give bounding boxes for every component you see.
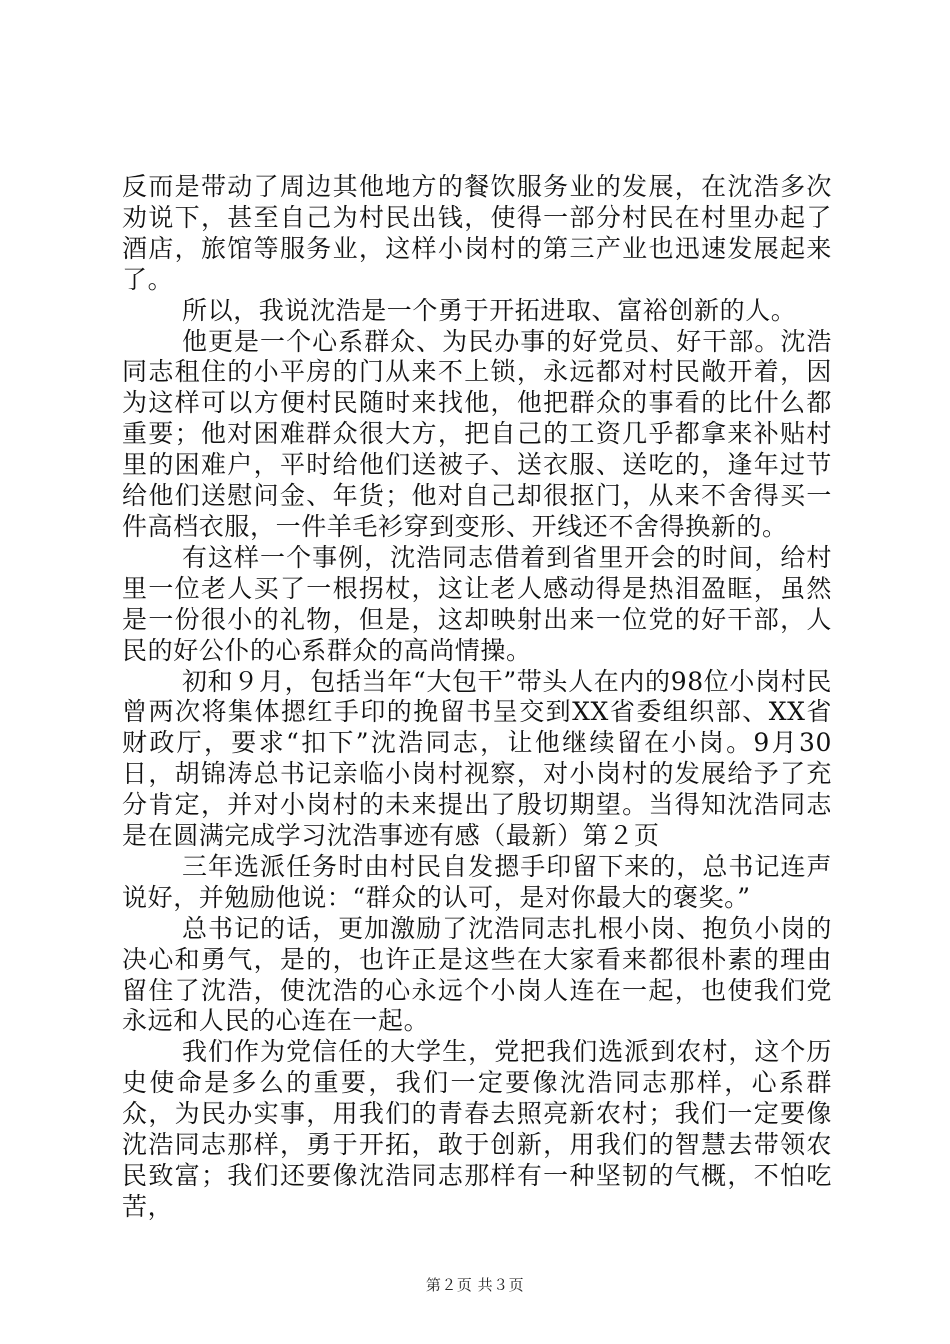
paragraph-8 — [122, 1037, 832, 1222]
paragraph-6 — [122, 852, 832, 914]
text-line: 有这样一个事例，沈浩同志借着到省里开会的时间，给村 — [182, 542, 832, 572]
text-line: 说好，并勉励他说：“群众的认可，是对你最大的褒奖。” — [122, 882, 751, 912]
text-line: 同志租住的小平房的门从来不上锁，永远都对村民敞开着，因 — [122, 357, 832, 387]
text-line: 决心和勇气，是的，也许正是这些在大家看来都很朴素的理由 — [122, 944, 832, 974]
paragraph-2 — [122, 296, 832, 327]
text-line: 留住了沈浩，使沈浩的心永远个小岗人连在一起，也使我们党 — [122, 975, 832, 1005]
text-line: 件高档衣服，一件羊毛衫穿到变形、开线还不舍得换新的。 — [122, 511, 788, 541]
text-line: 为民办实事，用我们的青春去照亮新农村；我们一定要像沈浩 — [122, 1099, 832, 1160]
text-line: 给他们送慰问金、年货；他对自己却很抠门，从来不舍得买一 — [122, 481, 832, 511]
paragraph-5 — [122, 667, 832, 852]
text-line: 三年选派任务时由村民自发摁手印留下来的，总书记连声 — [182, 851, 832, 881]
text-line: 永远和人民的心连在一起。 — [122, 1006, 430, 1036]
text-line: 日，胡锦涛总书记亲临小岗村视察，对小岗村的发展给予了充 — [122, 759, 832, 789]
text-line: 反而是带动了周边其他地方的餐饮服务业的发展，在沈浩多次 — [122, 172, 832, 201]
text-line: 酒店，旅馆等服务业，这样小岗村的第三产业也迅速发展起来 — [122, 233, 832, 263]
text-line: 他更是一个心系群众、为民办事的好党员、好干部。沈浩 — [182, 326, 832, 356]
paragraph-7 — [122, 914, 832, 1038]
text-line: 劝说下，甚至自己为村民出钱，使得一部分村民在村里办起了 — [122, 202, 832, 232]
text-line: 民曾两次将集体摁红手印的挽留书呈交到XX省委组织部、XX省 — [122, 666, 832, 727]
text-line: 为这样可以方便村民随时来找他，他把群众的事看的比什么都 — [122, 388, 832, 418]
paragraph-4 — [122, 543, 832, 667]
paragraph-1 — [122, 172, 832, 296]
text-line: 是一份很小的礼物，但是，这却映射出来一位党的好干部，人 — [122, 604, 832, 634]
text-line: 里一位老人买了一根拐杖，这让老人感动得是热泪盈眶，虽然 — [122, 573, 832, 603]
text-line: 财政厅，要求“扣下”沈浩同志，让他继续留在小岗。9月30 — [122, 728, 832, 758]
page-number-label: 第２页 共３页 — [425, 1276, 525, 1294]
text-line: 总书记的话，更加激励了沈浩同志扎根小岗、抱负小岗的 — [182, 913, 832, 943]
text-line: 了。 — [122, 264, 174, 294]
text-line: 重要；他对困难群众很大方，把自己的工资几乎都拿来补贴村 — [122, 419, 832, 449]
text-line: 里的困难户，平时给他们送被子、送衣服、送吃的，逢年过节 — [122, 450, 832, 480]
text-line: 所以，我说沈浩是一个勇于开拓进取、富裕创新的人。 — [182, 295, 797, 325]
document-body — [122, 172, 832, 1223]
text-line: 分肯定，并对小岗村的未来提出了殷切期望。当得知沈浩同志 — [122, 790, 832, 820]
text-line: 是在圆满完成学习沈浩事迹有感（最新）第２页 — [122, 821, 660, 851]
text-line: 我们作为党信任的大学生，党把我们选派到农村，这个历 — [182, 1037, 832, 1067]
text-line: 同志那样，勇于开拓，敢于创新，用我们的智慧去带领农民致 — [122, 1130, 832, 1190]
paragraph-3 — [122, 327, 832, 543]
text-line: 富；我们还要像沈浩同志那样有一种坚韧的气概，不怕吃苦， — [122, 1161, 832, 1221]
page-footer — [0, 1274, 950, 1295]
text-line: 初和９月，包括当年“大包干”带头人在内的98位小岗村 — [182, 666, 807, 696]
text-line: 史使命是多么的重要，我们一定要像沈浩同志那样，心系群众， — [122, 1068, 832, 1129]
text-line: 民的好公仆的心系群众的高尚情操。 — [122, 635, 532, 665]
